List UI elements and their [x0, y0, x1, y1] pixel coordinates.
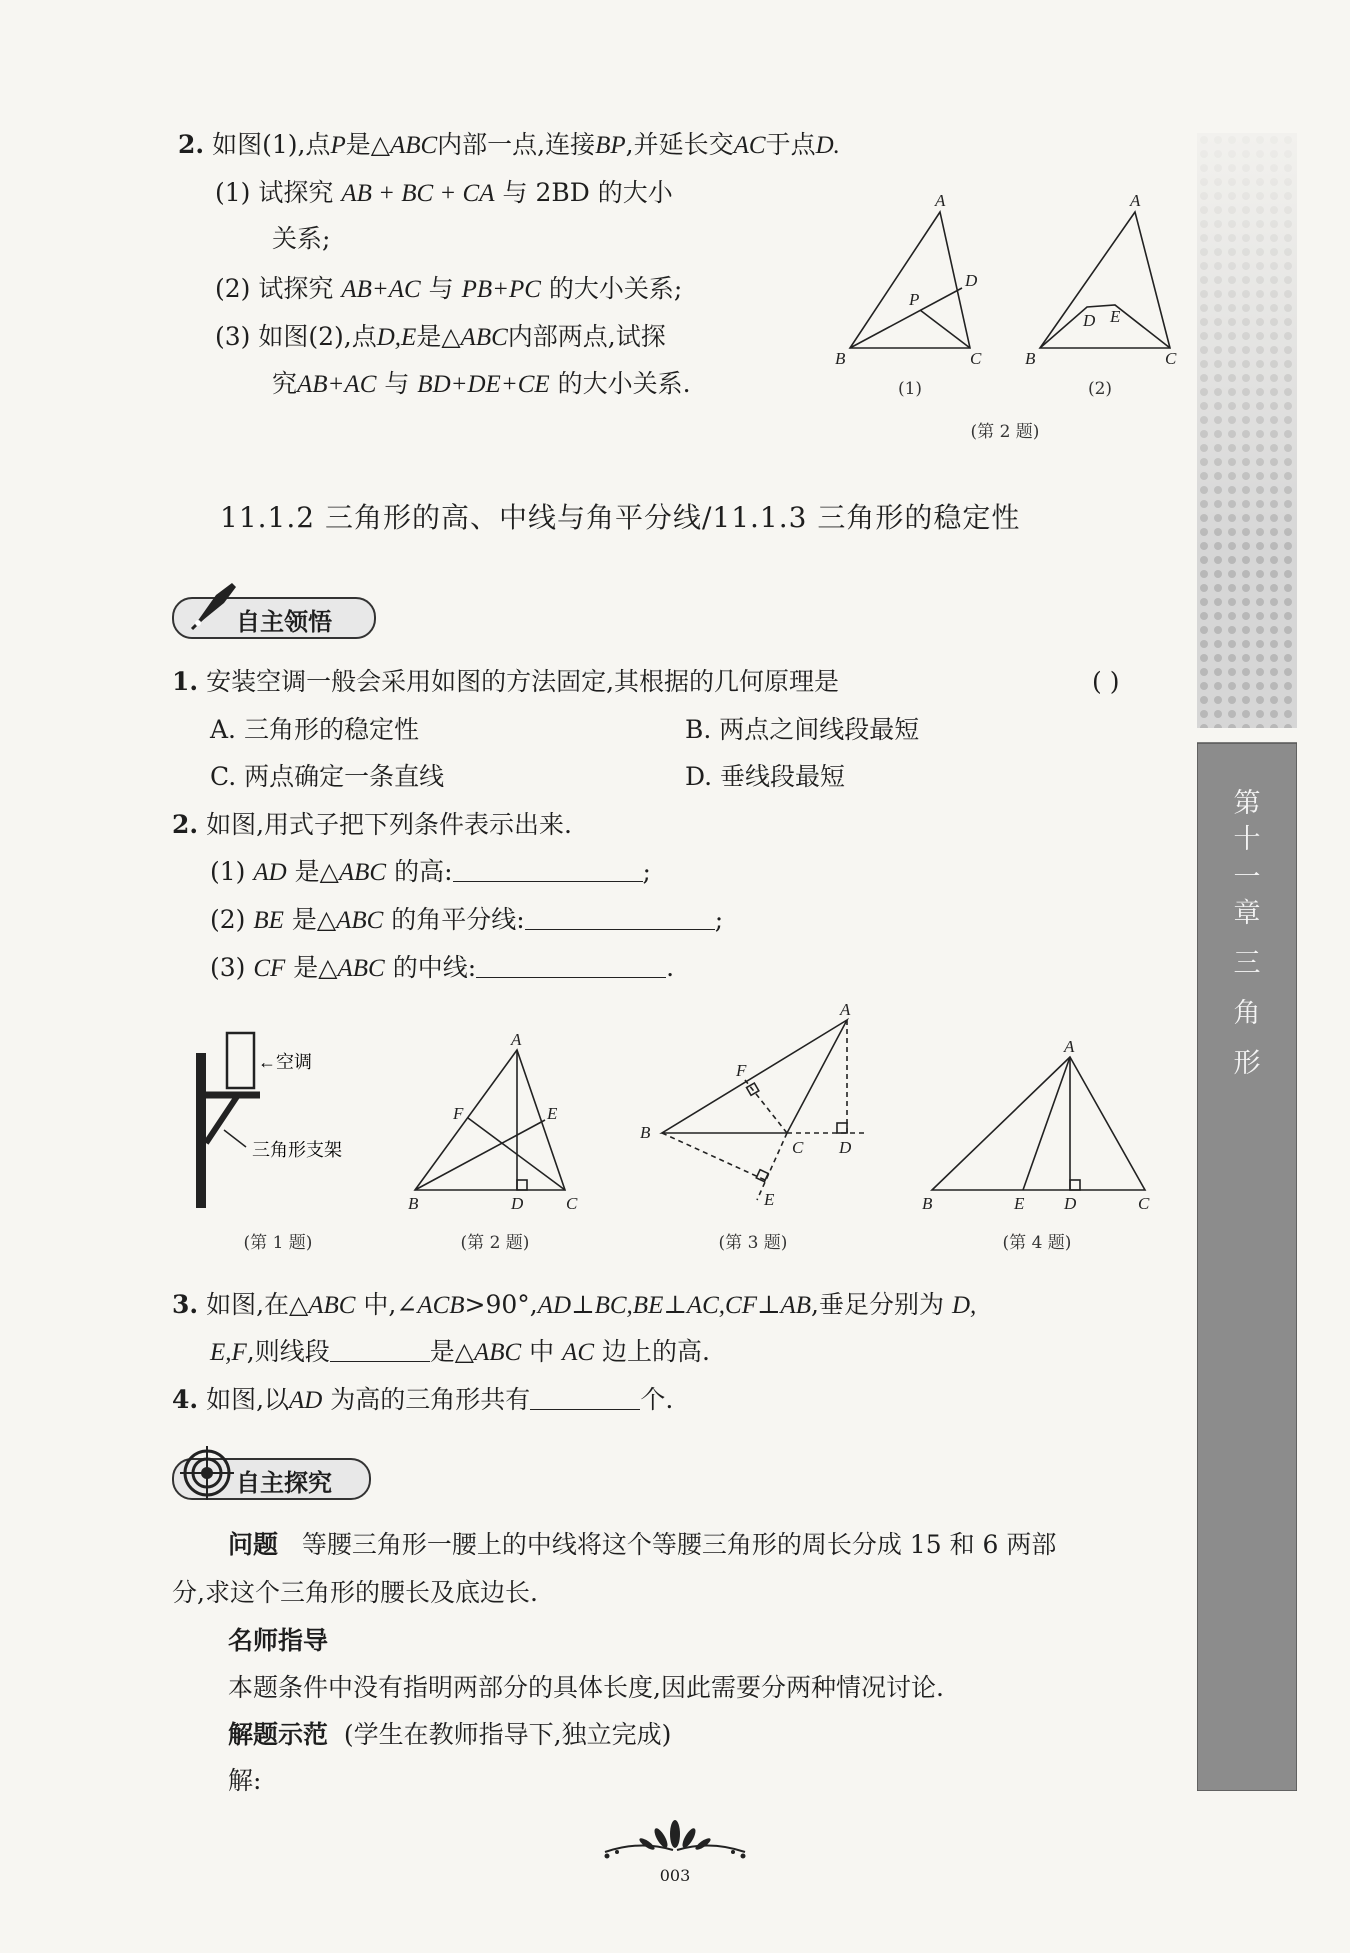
q2-blank-3[interactable]	[476, 955, 666, 978]
fig-q2-label-e: E	[547, 1104, 558, 1123]
fig-q2-label-f: F	[453, 1104, 464, 1123]
fig-q4-label-b: B	[922, 1194, 933, 1213]
q2-blank-2[interactable]	[525, 907, 715, 930]
fig-q1-label-bracket: 三角形支架	[252, 1140, 342, 1160]
figure-caption: (第 2 题)	[970, 422, 1040, 442]
q4-blank[interactable]	[530, 1387, 640, 1410]
q2-line2: (2) BE 是△ABC 的角平分线: ;	[210, 905, 724, 934]
pen-icon	[184, 577, 240, 635]
q2-top-sub3-cont: 究AB+AC 与 BD+DE+CE 的大小关系.	[272, 369, 691, 398]
fig-q3-triangle	[662, 1020, 865, 1200]
fig-q4-triangle	[932, 1057, 1145, 1190]
guide-text: 本题条件中没有指明两部分的具体长度,因此需要分两种情况讨论.	[228, 1673, 944, 1702]
fig2-label-e: E	[1110, 307, 1121, 326]
fig-q3-label-b: B	[640, 1123, 651, 1142]
fig1-label-c: C	[970, 349, 982, 368]
q1-stem: 1. 安装空调一般会采用如图的方法固定,其根据的几何原理是	[172, 667, 840, 696]
q2-top-sub1: (1) 试探究 AB + BC + CA 与 2BD 的大小	[215, 178, 673, 207]
leaf-ornament-icon	[595, 1818, 755, 1866]
fig-q4-label-e: E	[1014, 1194, 1025, 1213]
target-icon	[180, 1446, 234, 1500]
q1-option-c: C. 两点确定一条直线	[210, 762, 445, 791]
fig-q3-label-d: D	[839, 1138, 852, 1157]
sidebar-char: 一	[1233, 862, 1261, 893]
fig2-path	[1040, 305, 1170, 348]
figure-row	[180, 995, 1180, 1230]
badge-self-understanding: 自主领悟	[172, 597, 376, 639]
fig-q4-label-d: D	[1064, 1194, 1077, 1213]
q1-option-a: A. 三角形的稳定性	[210, 715, 419, 744]
fig1-label-d: D	[965, 271, 978, 290]
sidebar-char: 形	[1233, 1048, 1261, 1079]
chapter-sidebar	[1197, 133, 1297, 1791]
fig-q3-label-a: A	[840, 1000, 851, 1019]
q3-line1: 3. 如图,在△ABC 中,∠ACB>90°,AD⊥BC,BE⊥AC,CF⊥AB,垂足分别为 D,	[172, 1290, 977, 1319]
fig-q3-label-c: C	[792, 1138, 804, 1157]
fig2-caption: (2)	[1087, 379, 1113, 399]
q2-top-sub2: (2) 试探究 AB+AC 与 PB+PC 的大小关系;	[215, 274, 683, 303]
fig-q2-label-b: B	[408, 1194, 419, 1213]
section-title: 11.1.2 三角形的高、中线与角平分线/11.1.3 三角形的稳定性	[220, 501, 1021, 534]
sidebar-char: 角	[1233, 998, 1261, 1029]
fig1-triangle	[850, 212, 970, 348]
fig-q4-caption: (第 4 题)	[1002, 1233, 1072, 1253]
demo-title: 解题示范	[228, 1720, 329, 1749]
fig-q2-caption: (第 2 题)	[460, 1233, 530, 1253]
problem-line2: 分,求这个三角形的腰长及底边长.	[172, 1578, 538, 1607]
fig-q4-label-c: C	[1138, 1194, 1150, 1213]
q2-stem: 2. 如图,用式子把下列条件表示出来.	[172, 810, 572, 839]
q4-stem: 4. 如图,以AD 为高的三角形共有 个.	[172, 1385, 674, 1414]
sidebar-char: 章	[1233, 898, 1261, 929]
fig2-label-d: D	[1083, 311, 1096, 330]
problem-line1: 问题 等腰三角形一腰上的中线将这个等腰三角形的周长分成 15 和 6 两部	[228, 1530, 1057, 1559]
fig1-caption: (1)	[897, 379, 923, 399]
q2-top-sub3: (3) 如图(2),点D,E是△ABC内部两点,试探	[215, 322, 666, 351]
fig2-triangle	[1040, 212, 1170, 348]
fig-q2-label-a: A	[511, 1030, 522, 1049]
fig-q2-label-c: C	[566, 1194, 578, 1213]
sidebar-char: 三	[1233, 948, 1261, 979]
solution-label: 解:	[228, 1766, 262, 1795]
fig2-label-c: C	[1165, 349, 1177, 368]
fig-q1-label-ac: ←空调	[258, 1052, 312, 1072]
q3-line2: E,F,则线段 是△ABC 中 AC 边上的高.	[210, 1337, 710, 1366]
fig2-label-a: A	[1130, 191, 1141, 210]
q1-option-d: D. 垂线段最短	[685, 762, 846, 791]
q2-top-stem: 2. 如图(1),点P是△ABC内部一点,连接BP,并延长交AC于点D.	[178, 130, 840, 159]
fig-q2-triangle	[415, 1050, 565, 1190]
fig2-label-b: B	[1025, 349, 1036, 368]
fig1-line-bd	[850, 288, 962, 348]
fig-q3-caption: (第 3 题)	[718, 1233, 788, 1253]
badge-self-exploration: 自主探究	[172, 1458, 371, 1500]
problem-label: 问题	[228, 1530, 279, 1559]
demo-line: 解题示范 (学生在教师指导下,独立完成)	[228, 1720, 672, 1749]
q1-option-b: B. 两点之间线段最短	[685, 715, 920, 744]
q1-answer-paren: ( )	[1092, 667, 1120, 696]
page-number: 003	[659, 1866, 691, 1885]
sidebar-char: 第	[1233, 788, 1261, 819]
q3-blank[interactable]	[330, 1339, 430, 1362]
q2-line1: (1) AD 是△ABC 的高: ;	[210, 857, 651, 886]
guide-title: 名师指导	[228, 1626, 329, 1655]
fig-q3-label-f: F	[736, 1061, 747, 1080]
fig-q3-label-e: E	[764, 1190, 775, 1209]
fig-q2-label-d: D	[511, 1194, 524, 1213]
q2-top-sub1-cont: 关系;	[272, 224, 331, 253]
q2-blank-1[interactable]	[453, 859, 643, 882]
fig1-label-p: P	[909, 290, 920, 309]
q2-line3: (3) CF 是△ABC 的中线: .	[210, 953, 675, 982]
sidebar-char: 十	[1233, 824, 1261, 855]
q2-top-figures	[825, 190, 1195, 410]
fig1-label-a: A	[935, 191, 946, 210]
fig-q4-label-a: A	[1064, 1037, 1075, 1056]
fig-q1-air-conditioner	[196, 1033, 260, 1208]
fig1-label-b: B	[835, 349, 846, 368]
fig-q1-caption: (第 1 题)	[243, 1233, 313, 1253]
